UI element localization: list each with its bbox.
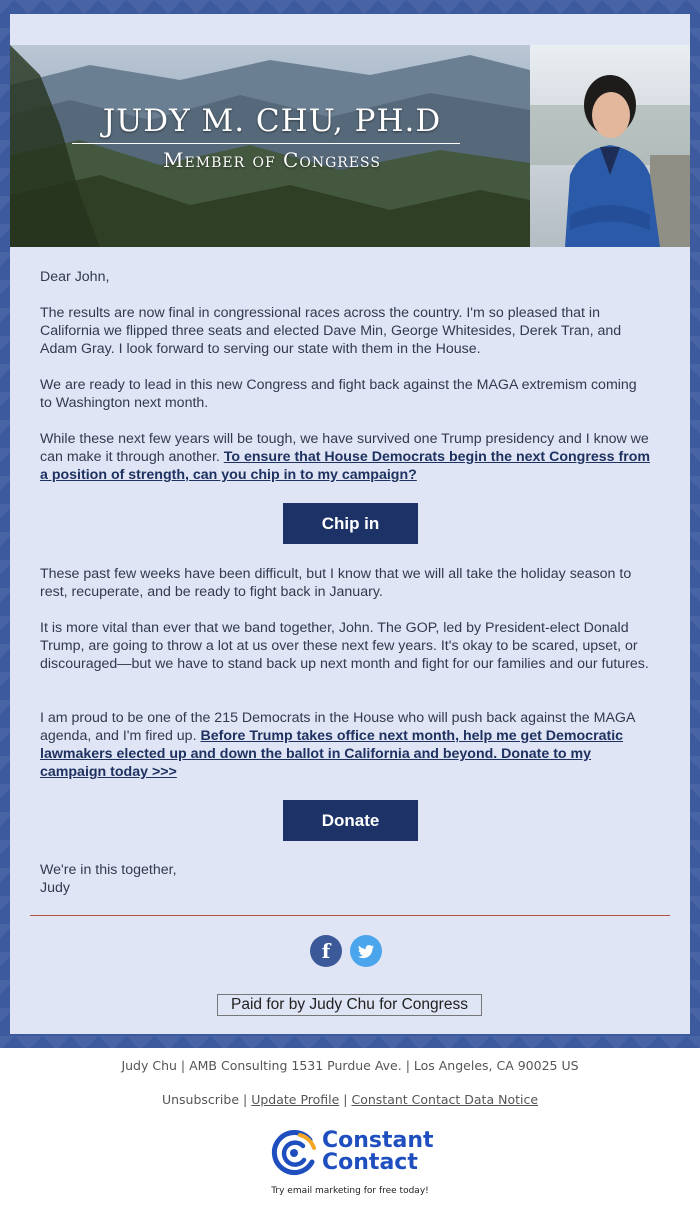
banner-title: JUDY M. CHU, PH.D [102, 103, 442, 139]
banner-subtitle: Member of Congress [163, 148, 381, 172]
chip-in-button[interactable]: Chip in [283, 503, 418, 544]
brand-line-1: Constant [322, 1128, 434, 1153]
brand-line-2: Contact [322, 1150, 418, 1175]
footer-separator: | [239, 1092, 252, 1107]
paragraph-proud-text: I am proud to be one of the 215 Democrats in the House who will push back against the MAGA agenda, and I'm fired up. [40, 710, 635, 744]
banner-rule [72, 143, 460, 144]
greeting: Dear John, [40, 269, 110, 285]
paragraph-band-together: It is more vital than ever that we band together, John. The GOP, led by President-elect Donald Trump, are going to throw a lot at us over these next few years. It's okay to be scared, upset, or discouraged—but we have to stand back up next month and fight for our families and our futures. [40, 620, 649, 672]
twitter-bird-icon [350, 935, 382, 967]
facebook-icon[interactable] [310, 935, 342, 967]
paid-for-disclaimer: Paid for by Judy Chu for Congress [217, 994, 482, 1016]
paragraph-ready: We are ready to lead in this new Congress and fight back against the MAGA extremism coming to Washington next month. [40, 377, 637, 411]
chip-in-link[interactable]: To ensure that House Democrats begin the next Congress from a position of strength, can you chip in to my campaign? [40, 449, 650, 483]
header-banner [10, 45, 690, 247]
paragraph-difficult-weeks: These past few weeks have been difficult, but I know that we will all take the holiday season to rest, recuperate, and be ready to fight back in January. [40, 566, 632, 600]
paragraph-proud [40, 709, 650, 781]
facebook-glyph: f [321, 939, 331, 963]
top-bar [10, 14, 690, 45]
donate-button[interactable]: Donate [283, 800, 418, 841]
mountain-landscape-image [10, 45, 690, 247]
data-notice-link[interactable]: Constant Contact Data Notice [351, 1092, 539, 1107]
signature: Judy [40, 880, 70, 896]
paragraph-tough-years-text: While these next few years will be tough, we have survived one Trump presidency and I know we can make it through another. [40, 431, 649, 465]
divider [30, 915, 670, 916]
unsubscribe-link[interactable]: Unsubscribe [161, 1092, 240, 1107]
paragraph-results: The results are now final in congressional races across the country. I'm so pleased that in California we flipped three seats and elected Dave Min, George Whitesides, Derek Tran, and Adam Gray. I look forward to serving our state with them in the House. [40, 305, 622, 357]
paragraph-tough-years [40, 430, 650, 484]
footer-separator: | [339, 1092, 352, 1107]
closing: We're in this together, [40, 862, 177, 878]
constant-contact-brand[interactable] [322, 1130, 434, 1174]
footer-links [0, 1092, 700, 1107]
brand-tagline: Try email marketing for free today! [271, 1186, 429, 1196]
update-profile-link[interactable]: Update Profile [251, 1092, 340, 1107]
twitter-icon[interactable] [350, 935, 382, 967]
donate-link[interactable]: Before Trump takes office next month, help me get Democratic lawmakers elected up and down the ballot in California and beyond. Donate to my campaign today >>> [40, 728, 624, 780]
email-body [10, 247, 690, 1034]
constant-contact-logo-icon[interactable] [270, 1130, 318, 1178]
footer-address: Judy Chu | AMB Consulting 1531 Purdue Ave. | Los Angeles, CA 90025 US [121, 1058, 579, 1073]
